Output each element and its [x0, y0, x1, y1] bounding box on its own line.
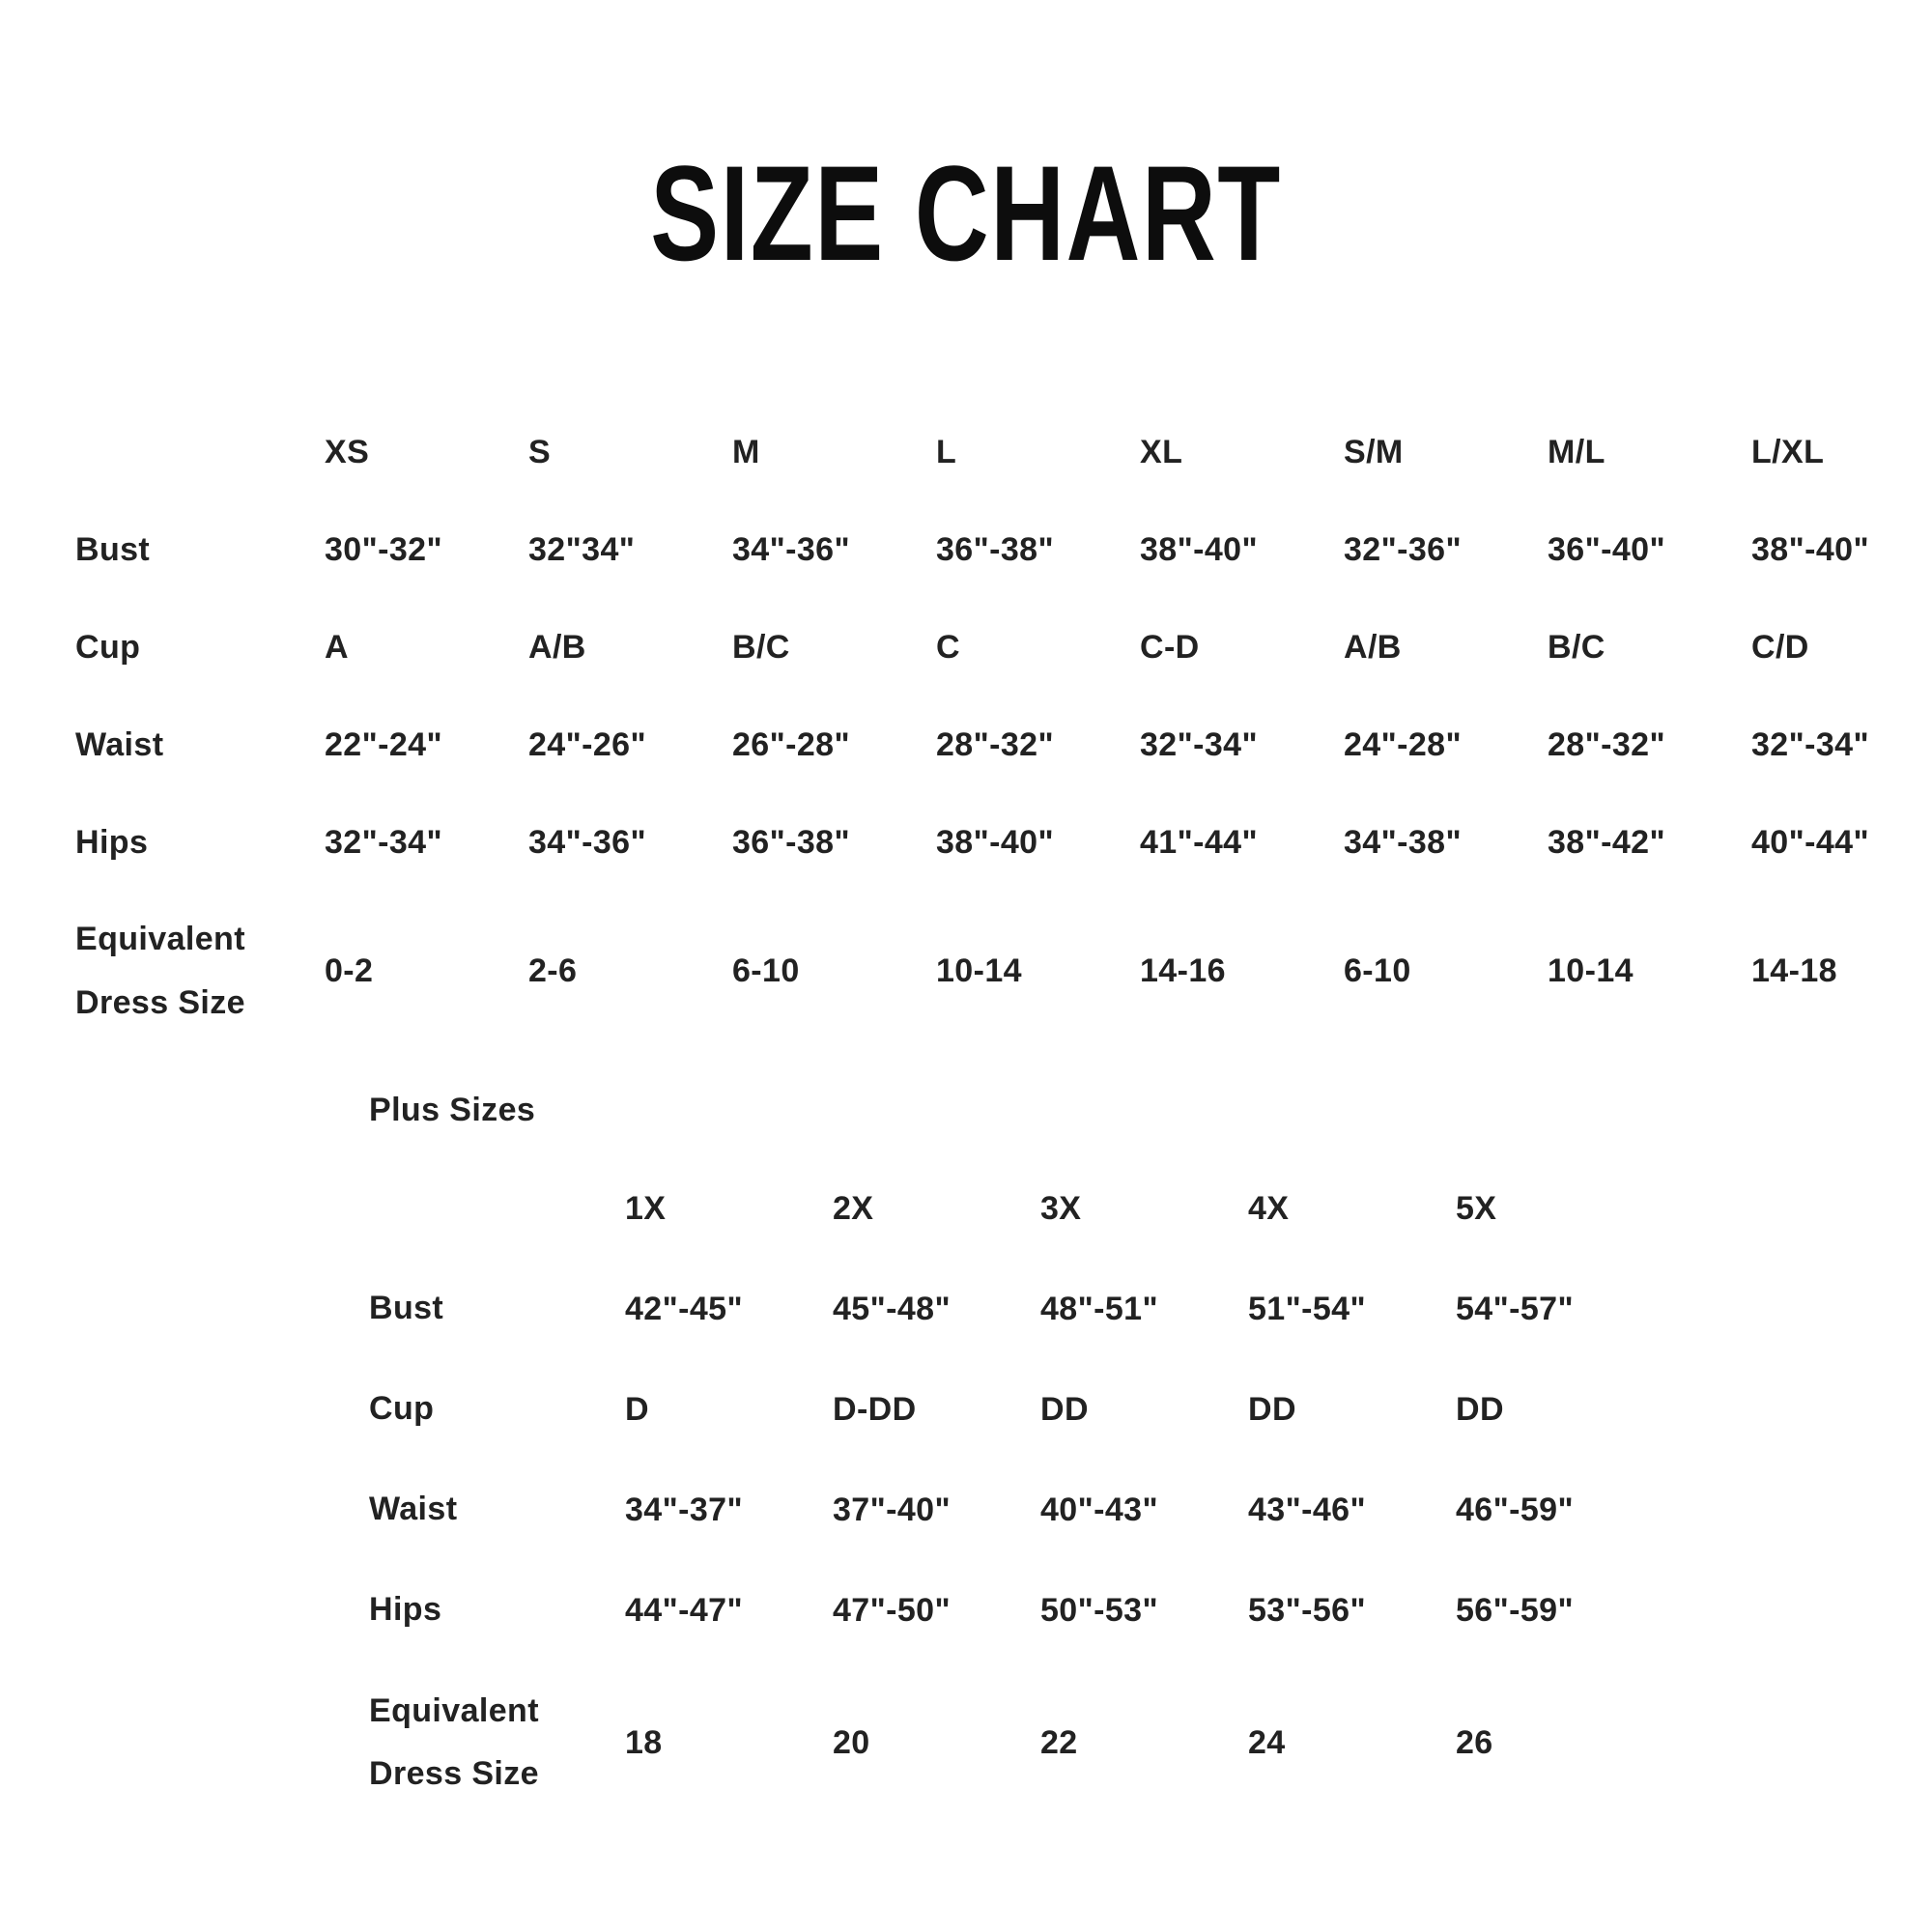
size-value: 32"-36"	[1344, 531, 1462, 568]
size-value: 10-14	[1548, 952, 1634, 989]
size-value: 14-16	[1140, 952, 1226, 989]
row-label: Waist	[75, 725, 164, 763]
size-value: 36"-38"	[936, 531, 1054, 568]
column-header: XL	[1140, 434, 1183, 470]
size-value: 22"-24"	[325, 726, 442, 763]
column-header: M	[732, 434, 760, 470]
size-value: 6-10	[1344, 952, 1411, 989]
size-value: B/C	[732, 629, 790, 666]
size-value: 34"-36"	[528, 824, 646, 861]
row-label: Cup	[75, 628, 141, 666]
size-value: 46"-59"	[1456, 1491, 1574, 1528]
size-value: DD	[1248, 1390, 1296, 1428]
plus-sizes-table	[369, 1158, 1663, 1825]
table-row	[369, 1661, 1663, 1825]
size-value: 20	[833, 1723, 870, 1761]
column-header: 2X	[833, 1189, 874, 1227]
size-value: 28"-32"	[936, 726, 1054, 763]
column-header: 5X	[1456, 1189, 1497, 1227]
column-header: M/L	[1548, 434, 1605, 470]
size-value: 30"-32"	[325, 531, 442, 568]
row-label: Hips	[75, 823, 149, 861]
size-value: C	[936, 629, 960, 666]
row-label: Equivalent Dress Size	[75, 921, 245, 1021]
size-value: 38"-42"	[1548, 824, 1665, 861]
table-row	[369, 1460, 1663, 1560]
size-value: 43"-46"	[1248, 1491, 1366, 1528]
size-value: 28"-32"	[1548, 726, 1665, 763]
size-value: 40"-44"	[1751, 824, 1869, 861]
size-value: 45"-48"	[833, 1290, 951, 1327]
size-value: 38"-40"	[1751, 531, 1869, 568]
size-value: 36"-40"	[1548, 531, 1665, 568]
size-value: 6-10	[732, 952, 800, 989]
standard-sizes-table	[75, 404, 1932, 1051]
size-value: 54"-57"	[1456, 1290, 1574, 1327]
row-label: Bust	[369, 1290, 444, 1327]
row-label: Waist	[369, 1491, 458, 1528]
size-value: D-DD	[833, 1390, 917, 1428]
size-value: 14-18	[1751, 952, 1837, 989]
size-value: 37"-40"	[833, 1491, 951, 1528]
size-value: 36"-38"	[732, 824, 850, 861]
header-row	[369, 1158, 1663, 1259]
size-value: 24	[1248, 1723, 1286, 1761]
size-value: 51"-54"	[1248, 1290, 1366, 1327]
column-header: 1X	[625, 1189, 667, 1227]
size-value: 26	[1456, 1723, 1493, 1761]
size-value: 50"-53"	[1040, 1591, 1158, 1629]
column-header: L	[936, 434, 957, 470]
size-value: 24"-26"	[528, 726, 646, 763]
size-value: A/B	[1344, 629, 1402, 666]
table-row	[369, 1359, 1663, 1460]
table-row	[75, 794, 1932, 892]
table-row	[75, 501, 1932, 599]
size-value: 34"-38"	[1344, 824, 1462, 861]
size-value: 56"-59"	[1456, 1591, 1574, 1629]
column-header: L/XL	[1751, 434, 1825, 470]
size-value: 32"-34"	[1751, 726, 1869, 763]
column-header: S	[528, 434, 552, 470]
size-value: 22	[1040, 1723, 1078, 1761]
table-row	[75, 599, 1932, 696]
size-value: 42"-45"	[625, 1290, 743, 1327]
size-value: 48"-51"	[1040, 1290, 1158, 1327]
size-value: 0-2	[325, 952, 374, 989]
size-value: 26"-28"	[732, 726, 850, 763]
page-title-text: SIZE CHART	[650, 137, 1282, 289]
table-row	[369, 1560, 1663, 1661]
size-value: 53"-56"	[1248, 1591, 1366, 1629]
size-value: 47"-50"	[833, 1591, 951, 1629]
table-row	[75, 696, 1932, 794]
size-value: C-D	[1140, 629, 1200, 666]
page-title	[0, 135, 1932, 292]
size-value: 24"-28"	[1344, 726, 1462, 763]
size-value: 40"-43"	[1040, 1491, 1158, 1528]
column-header: 4X	[1248, 1189, 1290, 1227]
size-value: 32"-34"	[325, 824, 442, 861]
row-label: Hips	[369, 1591, 442, 1629]
size-value: 34"-36"	[732, 531, 850, 568]
table-row	[369, 1259, 1663, 1359]
column-header: XS	[325, 434, 370, 470]
size-value: 34"-37"	[625, 1491, 743, 1528]
size-value: A/B	[528, 629, 586, 666]
size-value: 38"-40"	[1140, 531, 1258, 568]
size-value: C/D	[1751, 629, 1809, 666]
size-value: 2-6	[528, 952, 578, 989]
size-value: 38"-40"	[936, 824, 1054, 861]
column-header: 3X	[1040, 1189, 1082, 1227]
column-header: S/M	[1344, 434, 1404, 470]
size-value: DD	[1456, 1390, 1504, 1428]
size-value: B/C	[1548, 629, 1605, 666]
row-label: Cup	[369, 1390, 435, 1428]
row-label: Bust	[75, 530, 151, 568]
size-value: A	[325, 629, 349, 666]
table-row	[75, 892, 1932, 1051]
row-label: Equivalent Dress Size	[369, 1691, 539, 1792]
size-value: 10-14	[936, 952, 1022, 989]
size-value: DD	[1040, 1390, 1089, 1428]
size-value: 44"-47"	[625, 1591, 743, 1629]
header-row	[75, 404, 1932, 501]
size-value: 32"34"	[528, 531, 636, 568]
plus-sizes-heading: Plus Sizes	[369, 1092, 536, 1128]
size-value: 18	[625, 1723, 663, 1761]
size-value: 32"-34"	[1140, 726, 1258, 763]
size-value: D	[625, 1390, 649, 1428]
size-value: 41"-44"	[1140, 824, 1258, 861]
